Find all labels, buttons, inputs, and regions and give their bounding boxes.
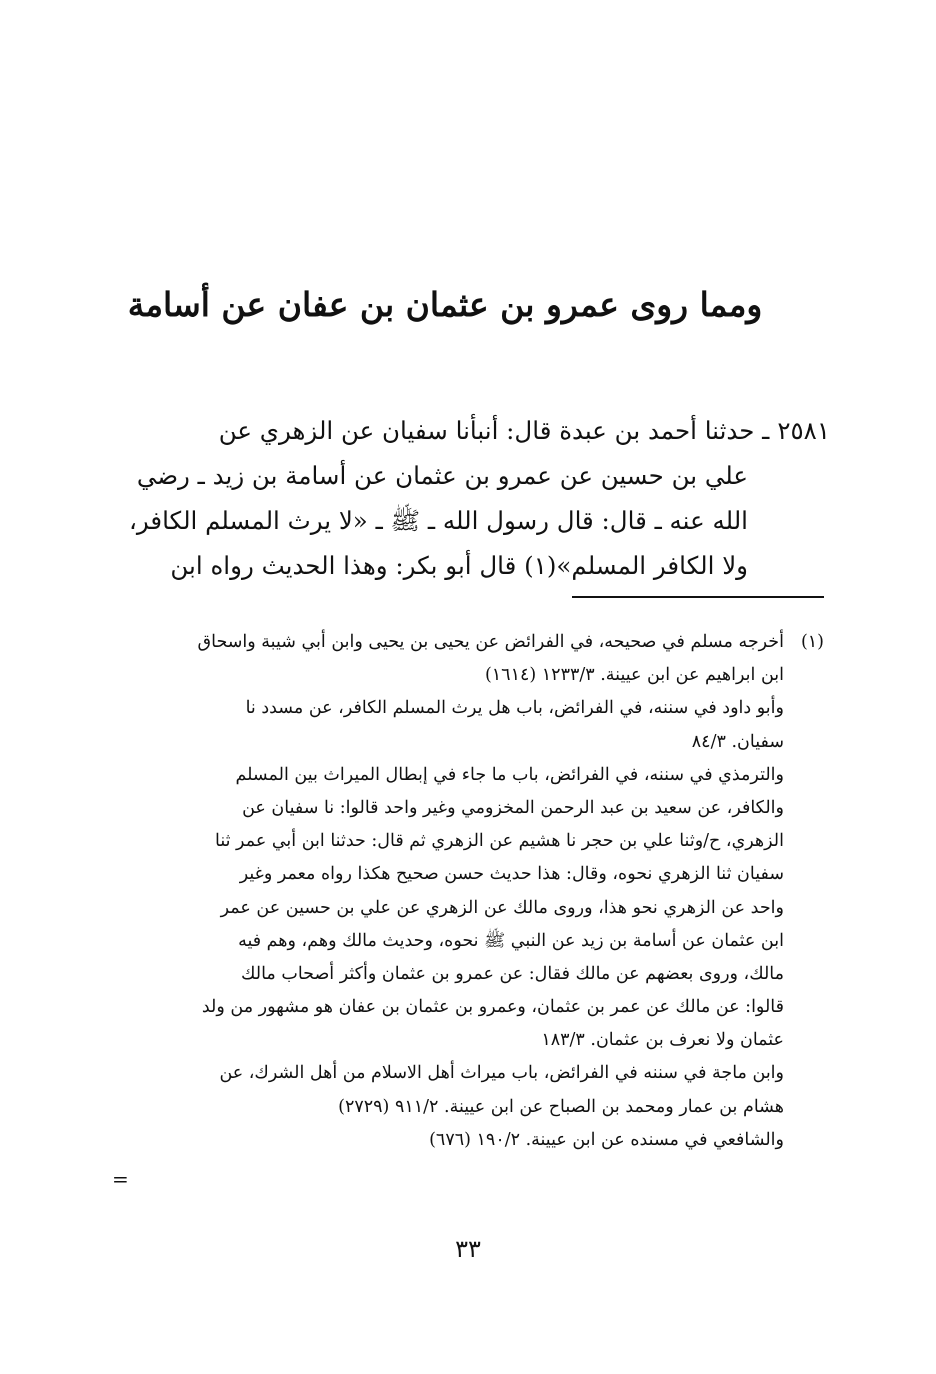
footnote-line: والترمذي في سننه، في الفرائض، باب ما جاء في إبطال الميراث بين المسلم [235,764,784,785]
hadith-line: ٢٥٨١ـ حدثنا أحمد بن عبدة قال: أنبأنا سفيان عن الزهري عن [218,416,830,445]
footnote-marker: (١) [800,632,824,652]
footnote-line: الزهري، ح/وثنا علي بن حجر نا هشيم عن الزهري ثم قال: حدثنا ابن أبي عمر ثنا [215,831,784,852]
continuation-mark: = [112,1167,129,1191]
footnote-line: سفيان ثنا الزهري نحوه، وقال: هذا حديث حسن صحيح هكذا رواه معمر وغير [239,864,784,885]
footnote-line: والكافر، عن سعيد بن عبد الرحمن المخزومي وغير واحد قالوا: نا سفيان عن [242,797,784,818]
footnote-line: ابن عثمان عن أسامة بن زيد عن النبي ﷺ نحوه، وحديث مالك وهم، وهم فيه [238,930,784,951]
footnote-line: هشام بن عمار ومحمد بن الصباح عن ابن عيينة. ٩١١/٢ (٢٧٢٩) [338,1096,784,1117]
footnote-line: (١)أخرجه مسلم في صحيحه، في الفرائض عن يحيى بن يحيى وابن أبي شيبة واسحاق [112,626,824,659]
footnote-line: والشافعي في مسنده عن ابن عيينة. ١٩٠/٢ (٦٧٦) [429,1129,784,1150]
footnote-line: مالك، وروى بعضهم عن مالك فقال: عن عمرو بن عثمان وأكثر أصحاب مالك [241,963,784,984]
footnote-line: قالوا: عن مالك عن عمر بن عثمان، وعمرو بن عثمان بن عفان هو مشهور من ولد [201,997,784,1018]
page-number: ٣٣ [455,1235,481,1263]
footnote-line: عثمان ولا نعرف بن عثمان. ١٨٣/٣ [541,1030,784,1051]
hadith-text [120,408,830,588]
footnote-separator [572,596,824,598]
section-heading: ومما روى عمرو بن عثمان بن عفان عن أسامة [127,285,763,324]
footnote-line: واحد عن الزهري نحو هذا، وروى مالك عن الزهري عن علي بن حسين عن عمر [220,897,784,918]
hadith-line: ولا الكافر المسلم»(١) قال أبو بكر: وهذا الحديث رواه ابن [170,551,748,580]
footnotes [112,626,824,1157]
footnote-line: ابن ابراهيم عن ابن عيينة. ١٢٣٣/٣ (١٦١٤) [484,665,784,686]
footnote-line: وأبو داود في سننه، في الفرائض، باب هل يرث المسلم الكافر، عن مسدد نا [245,698,784,719]
footnote-line: سفيان. ٨٤/٣ [691,731,784,752]
footnote-line: وابن ماجة في سننه في الفرائض، باب ميراث أهل الاسلام من أهل الشرك، عن [219,1063,784,1084]
hadith-line: الله عنه ـ قال: قال رسول الله ـ ﷺ ـ «لا يرث المسلم الكافر، [128,506,748,535]
hadith-line: علي بن حسين عن عمرو بن عثمان عن أسامة بن زيد ـ رضي [136,461,748,490]
hadith-number: ٢٥٨١ [777,416,830,445]
